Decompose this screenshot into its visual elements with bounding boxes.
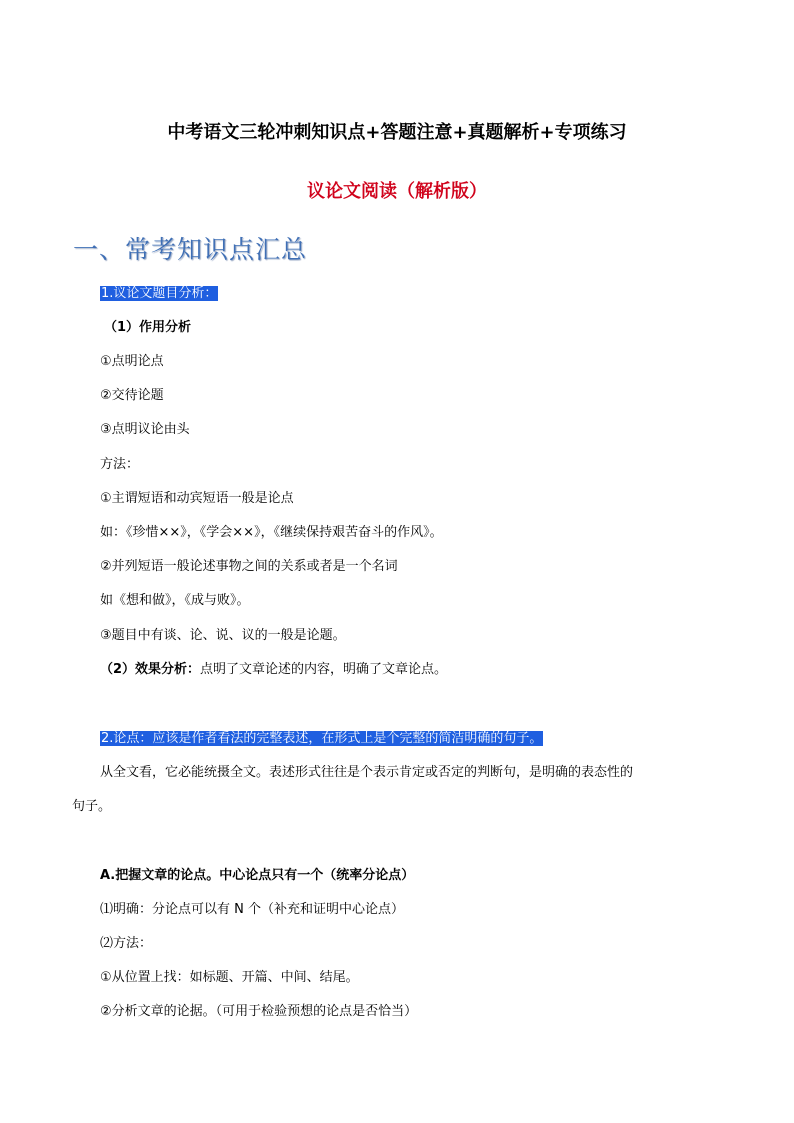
paragraph-line: 从全文看，它必能统摄全文。表述形式往往是个表示肯定或否定的判断句，是明确的表态性的 — [100, 765, 634, 780]
effect-analysis-text: 点明了文章论述的内容，明确了文章论点。 — [200, 662, 448, 677]
paragraph-line: 句子。 — [72, 799, 112, 814]
document-subtitle: 议论文阅读（解析版） — [307, 181, 487, 202]
list-item: ①点明论点 — [100, 354, 164, 369]
list-item: ②交待论题 — [100, 388, 164, 403]
item-title-analysis — [100, 284, 218, 304]
list-item: ③题目中有谈、论、说、议的一般是论题。 — [100, 628, 346, 643]
list-item: ②分析文章的论据。（可用于检验预想的论点是否恰当） — [100, 1004, 418, 1019]
list-item: ⑴明确：分论点可以有 N 个（补充和证明中心论点） — [100, 902, 404, 917]
example-line: 如：《珍惜××》，《学会××》，《继续保持艰苦奋斗的作风》。 — [100, 525, 443, 540]
document-title: 中考语文三轮冲刺知识点+答题注意+真题解析+专项练习 — [167, 122, 627, 143]
method-label: 方法： — [100, 457, 140, 472]
item-argument — [100, 729, 543, 749]
list-item: ⑵方法： — [100, 936, 153, 951]
highlighted-text: 1.议论文题目分析： — [101, 286, 218, 301]
list-item: ②并列短语一般论述事物之间的关系或者是一个名词 — [100, 559, 398, 574]
highlighted-text: 2.论点：应该是作者看法的完整表述，在形式上是个完整的简洁明确的句子。 — [101, 731, 543, 746]
subheading-grasp-argument: A.把握文章的论点。中心论点只有一个（统率分论点） — [100, 868, 415, 883]
effect-analysis-label: （2）效果分析： — [100, 662, 201, 677]
list-item: ①主谓短语和动宾短语一般是论点 — [100, 491, 294, 506]
list-item: ①从位置上找：如标题、开篇、中间、结尾。 — [100, 970, 359, 985]
effect-analysis-line — [100, 660, 447, 680]
section-heading: 一、常考知识点汇总 — [73, 235, 308, 264]
example-line: 如《想和做》，《成与败》。 — [100, 593, 250, 608]
subheading-function-analysis: （1）作用分析 — [104, 320, 192, 335]
list-item: ③点明议论由头 — [100, 422, 190, 437]
